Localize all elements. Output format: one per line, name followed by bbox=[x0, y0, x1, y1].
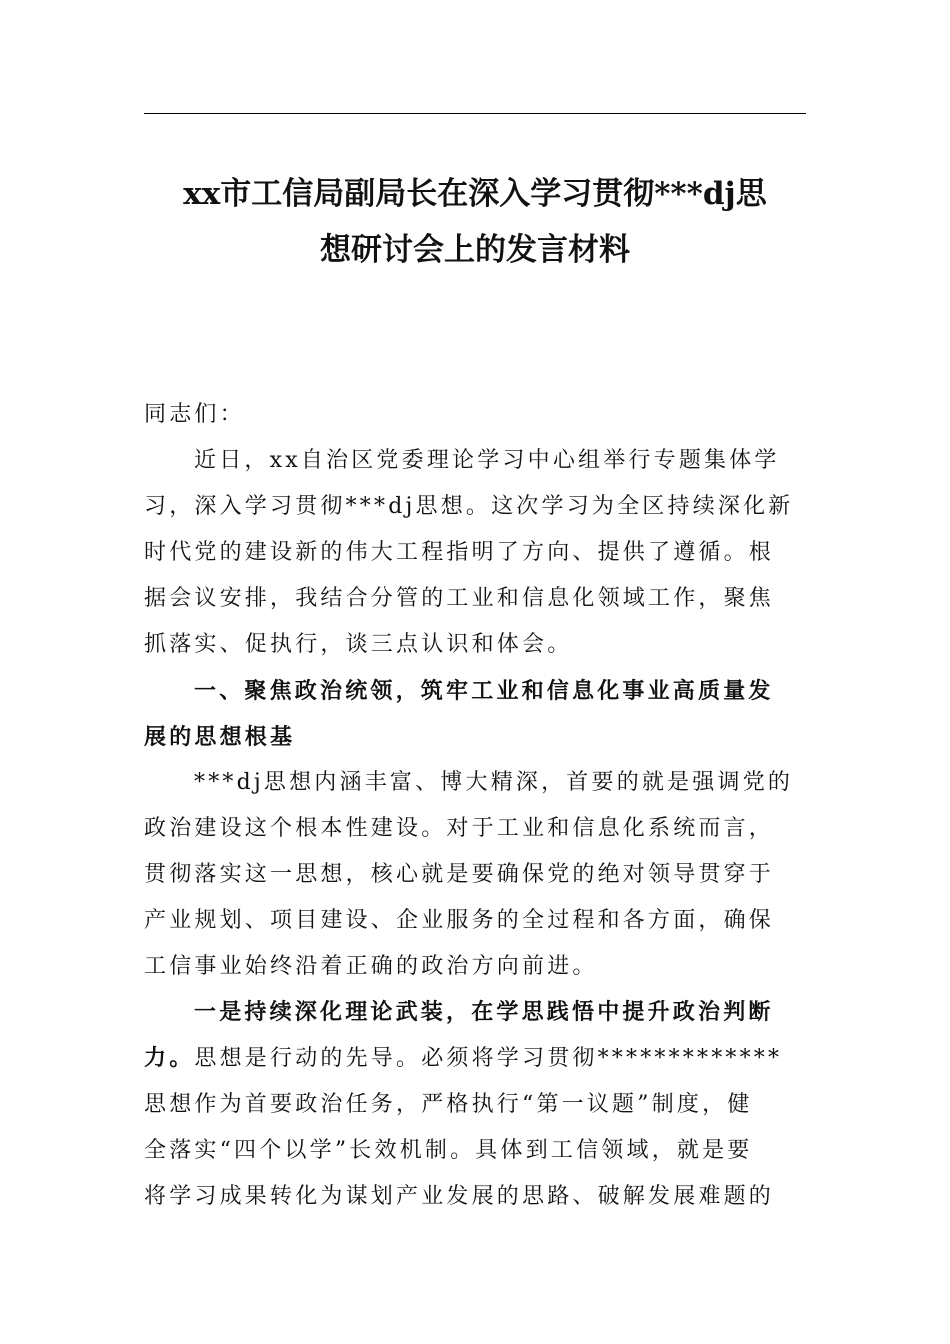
paragraph-line: ***dj思想内涵丰富、博大精深，首要的就是强调党的 bbox=[194, 770, 794, 795]
salutation bbox=[144, 392, 806, 438]
salutation-text: 同志们： bbox=[144, 402, 245, 427]
paragraph-line: 全落实“四个以学”长效机制。具体到工信领域，就是要 bbox=[144, 1138, 753, 1163]
paragraph-line: 工信事业始终沿着正确的政治方向前进。 bbox=[144, 954, 598, 979]
header-rule bbox=[144, 113, 806, 114]
paragraph-line: 贯彻落实这一思想，核心就是要确保党的绝对领导贯穿于 bbox=[144, 862, 775, 887]
paragraph-line: 抓落实、促执行，谈三点认识和体会。 bbox=[144, 632, 573, 657]
document-body bbox=[144, 392, 806, 1220]
paragraph-line: 将学习成果转化为谋划产业发展的思路、破解发展难题的 bbox=[144, 1184, 775, 1209]
lead-sentence-line: 一是持续深化理论武装，在学思践悟中提升政治判断 bbox=[194, 1000, 774, 1025]
lead-sentence-end: 力。 bbox=[144, 1046, 195, 1071]
paragraph-section-1 bbox=[144, 760, 806, 990]
paragraph-point-1 bbox=[144, 990, 806, 1220]
heading-line: 一、聚焦政治统领，筑牢工业和信息化事业高质量发 bbox=[194, 678, 774, 704]
paragraph-line: 时代党的建设新的伟大工程指明了方向、提供了遵循。根 bbox=[144, 540, 775, 565]
paragraph-line: 据会议安排，我结合分管的工业和信息化领域工作，聚焦 bbox=[144, 586, 775, 611]
paragraph-text: 思想是行动的先导。必须将学习贯彻************* bbox=[194, 1046, 783, 1071]
paragraph-line: 近日，xx自治区党委理论学习中心组举行专题集体学 bbox=[194, 448, 780, 473]
paragraph-line: 产业规划、项目建设、企业服务的全过程和各方面，确保 bbox=[144, 908, 775, 933]
paragraph-line: 思想作为首要政治任务，严格执行“第一议题”制度，健 bbox=[144, 1092, 753, 1117]
title-line-1: xx市工信局副局长在深入学习贯彻***dj思 bbox=[183, 176, 767, 212]
paragraph-line: 政治建设这个根本性建设。对于工业和信息化系统而言， bbox=[144, 816, 775, 841]
section-heading-1 bbox=[144, 668, 806, 760]
heading-line: 展的思想根基 bbox=[144, 724, 296, 750]
paragraph-intro bbox=[144, 438, 806, 668]
paragraph-line bbox=[144, 1036, 806, 1082]
title-line-2: 想研讨会上的发言材料 bbox=[320, 232, 630, 268]
paragraph-line: 习，深入学习贯彻***dj思想。这次学习为全区持续深化新 bbox=[144, 494, 794, 519]
document-title bbox=[144, 166, 806, 278]
